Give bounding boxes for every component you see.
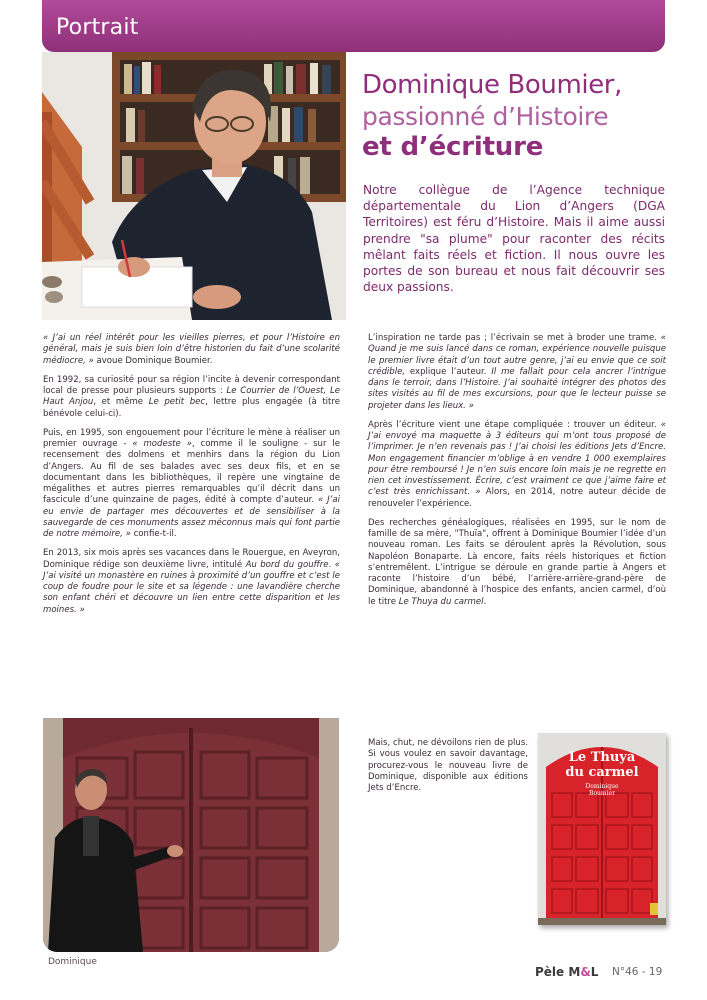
book-title: Le Thuya du carmel [398,596,484,607]
body-text: Des recherches généalogiques, réalisées en 1995, sur le nom de famille de sa mère, "Thuïa", offrent à Dominique Boumier l’idée d’un nouveau roman. Les faits se déroulent après la Révolution, sous Napoléon Bonaparte. Là encore, faits réels historiques et fiction s’entremêlent. L’intrigue se déroule en grande partie à Angers et raconte l’histoire d’un bébé, l’arrière-arrière-grand-père de Dominique, abandonné à l’hospice des enfants, ancien carmel, d’où le titre [368,517,666,607]
book-title-line-2: du carmel [565,765,639,780]
author-door-photo [43,718,339,952]
book-author-line-1: Dominique [585,783,619,790]
body-text: confie-t-il. [130,529,177,539]
magazine-logo [535,965,598,979]
magazine-name-part: Pèle M [535,965,581,979]
body-text: L’inspiration ne tarde pas ; l’écrivain se met à broder une trame. [368,333,661,343]
quote-text: « J’ai envoyé ma maquette à 3 éditeurs qui m’ont tous proposé de l’imprimer. Je n’en revenais pas ! J’ai choisi les éditions Jets d’Encre. Mon engagement financier m’oblige à en vendre 1 000 exemplaires pour être remboursé ! Je n’en suis encore loin mais je ne regrette en rien cet investissement. Écrire, c’est vraiment ce que j’aime faire et c’est très enrichissant. » [368,419,666,498]
publication-name: Le petit bec [148,397,206,408]
right-column [368,333,666,616]
book-title-line-1: Le Thuya [568,750,636,765]
author-writing-photo [42,52,346,320]
body-text: En 2013, six mois après ses vacances dans le Rouergue, en Aveyron, Dominique rédige son deuxième livre, intitulé [43,548,340,570]
book-author-line-2: Boumier [589,790,615,797]
book-cover-image [538,733,666,925]
section-label: Portrait [56,15,139,40]
body-text: . [328,559,335,570]
body-text: , comme il le souligne - sur le recensement des dolmens et menhirs dans la région du Lion d’Angers. Au fil de ses balades avec ses deux fils, et en se documentant dans les bibliothèques, il repère une vingtaine de mégalithes et autres pierres remarquables qu’il décrit dans un fascicule d’une quinzaine de pages, édité à compte d’auteur. [43,439,340,506]
left-paragraph-2 [43,375,340,420]
photo-caption: Dominique [48,957,97,967]
title-line-1: Dominique Boumier, [362,70,622,100]
body-text: Puis, en 1995, son engouement pour l’écriture le mène à réaliser un premier ouvrage - [43,427,340,449]
left-column [43,333,340,624]
left-paragraph-3 [43,428,340,541]
closing-paragraph [368,738,528,802]
magazine-name-part: L [590,965,599,979]
book-title: Au bord du gouffre [245,559,329,570]
body-text: avoue Dominique Boumier. [93,355,213,366]
body-text: Après l’écriture vient une étape compliquée : trouver un éditeur. [368,419,661,430]
quote-text: « Quand je me suis lancé dans ce roman, expérience nouvelle puisque le premier livre était d’un tout autre genre, j’ai eu envie que ce soit crédible, [368,333,666,377]
body-text: En 1992, sa curiosité pour sa région l’incite à devenir correspondant local de presse pour plusieurs supports : [43,374,340,396]
magazine-ampersand: & [580,965,591,979]
quote-text: Il me fallait pour cela ancrer l’intrigue dans le terroir, dans l’Histoire. J’ai souhaité intégrer des photos des sites visités au fil de mes excursions, pour que le lecteur puisse se projeter dans les lieux. » [368,366,667,411]
body-text: Alors, en 2014, notre auteur décide de renouveler l’expérience. [368,487,666,509]
article-lede: Notre collègue de l’Agence technique départementale du Lion d’Angers (DGA Territoires) est féru d’Histoire. Mais il aime aussi prendre "sa plume" pour raconter des récits mêlant faits réels et fiction. Il nous ouvre les portes de son bureau et nous fait découvrir ses deux passions. [363,183,665,295]
right-paragraph-2 [368,420,666,510]
body-text: . [483,596,487,607]
body-text: , et même [93,397,149,408]
issue-page-number: N°46 - 19 [612,966,663,978]
title-line-3: et d’écriture [362,132,544,163]
quote-text: « modeste » [132,439,192,449]
left-paragraph-1 [43,333,340,367]
quote-text: « J’ai visité un monastère en ruines à proximité d’un gouffre et c’est le coup de foudre pour le site et sa légende : une lavandière cherche son enfant chéri et découvre un lien entre cette disparition et les moines. » [43,559,340,615]
right-paragraph-4: Mais, chut, ne dévoilons rien de plus. Si vous voulez en savoir davantage, procurez-vous le nouveau livre de Dominique, disponible aux éditions Jets d’Encre. [368,738,528,793]
right-paragraph-3 [368,518,666,608]
body-text: , lettre plus engagée (à titre bénévole celui-ci). [43,397,340,419]
title-line-2: passionné d’Histoire [362,101,609,131]
article-title [362,70,692,164]
left-paragraph-4 [43,548,340,616]
right-paragraph-1 [368,333,666,412]
quote-text: « J’ai eu envie de partager mes découvertes et de sensibiliser à la sauvegarde de ces monuments assez méconnus mais qui font partie de notre mémoire, » [43,495,340,539]
quote-text: « J’ai un réel intérêt pour les vieilles pierres, et pour l’Histoire en général, mais je suis bien loin d’être historien du fait d’une scolarité médiocre, » [43,333,340,366]
body-text: explique l’auteur. [405,366,492,377]
publication-names: Le Courrier de l’Ouest, Le Haut Anjou [43,386,340,408]
